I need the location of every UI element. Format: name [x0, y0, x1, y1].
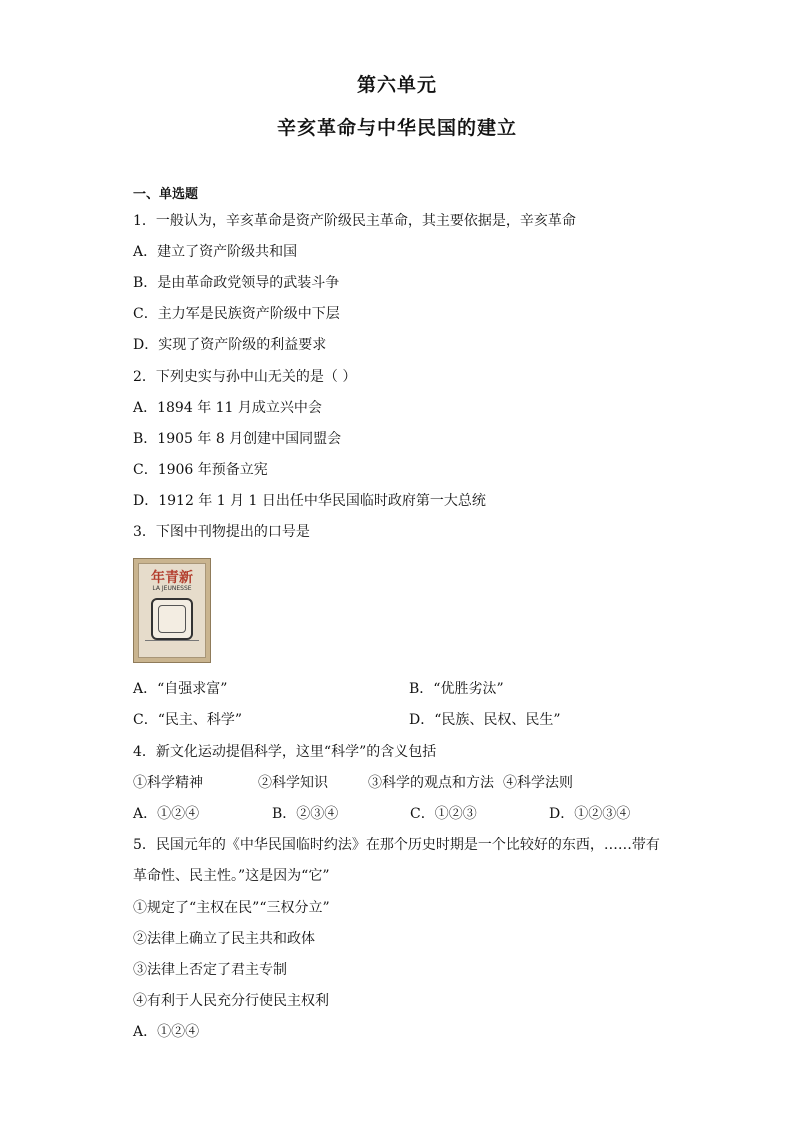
q2-option-a: A．1894 年 11 月成立兴中会	[133, 400, 322, 416]
magazine-frame	[151, 598, 193, 640]
q4-stem: 4．新文化运动提倡科学，这里“科学”的含义包括	[133, 744, 437, 760]
q5-item-4: ④有利于人民充分行使民主权利	[133, 993, 329, 1009]
q4-item-2: ②科学知识	[258, 775, 328, 791]
chapter-title: 辛亥革命与中华民国的建立	[276, 117, 517, 139]
q2-option-d: D．1912 年 1 月 1 日出任中华民国临时政府第一大总统	[133, 493, 486, 509]
q3-option-d: D．“民族、民权、民生”	[409, 712, 561, 728]
q1-stem: 1．一般认为，辛亥革命是资产阶级民主革命，其主要依据是，辛亥革命	[133, 213, 576, 229]
q4-item-4: ④科学法则	[503, 775, 573, 791]
q3-option-c: C．“民主、科学”	[133, 712, 243, 728]
q1-option-b: B．是由革命政党领导的武装斗争	[133, 275, 340, 291]
magazine-footer	[145, 640, 199, 651]
q4-option-c: C．①②③	[410, 806, 477, 822]
q2-option-c: C．1906 年预备立宪	[133, 462, 268, 478]
q4-item-3: ③科学的观点和方法	[368, 775, 494, 791]
unit-title: 第六单元	[356, 74, 437, 96]
q4-option-d: D．①②③④	[549, 806, 631, 822]
magazine-cover-image	[133, 558, 211, 663]
q5-item-3: ③法律上否定了君主专制	[133, 962, 287, 978]
q5-option-a: A．①②④	[133, 1024, 200, 1040]
q1-option-c: C．主力军是民族资产阶级中下层	[133, 306, 340, 322]
q1-option-d: D．实现了资产阶级的利益要求	[133, 337, 327, 353]
q5-item-2: ②法律上确立了民主共和政体	[133, 931, 315, 947]
q1-option-a: A．建立了资产阶级共和国	[133, 244, 298, 260]
q5-stem-line1: 5．民国元年的《中华民国临时约法》在那个历史时期是一个比较好的东西，……带有	[133, 837, 660, 853]
q5-stem-line2: 革命性、民主性。”这是因为“它”	[133, 868, 330, 884]
magazine-title: 年青新	[151, 570, 193, 586]
magazine-subtitle: LA JEUNESSE	[152, 585, 192, 592]
q4-option-a: A．①②④	[133, 806, 200, 822]
section-heading: 一、单选题	[133, 187, 199, 202]
q2-stem: 2．下列史实与孙中山无关的是（ ）	[133, 369, 357, 385]
q2-option-b: B．1905 年 8 月创建中国同盟会	[133, 431, 342, 447]
q5-item-1: ①规定了“主权在民”“三权分立”	[133, 900, 330, 916]
q3-option-a: A．“自强求富”	[133, 681, 228, 697]
q3-option-b: B．“优胜劣汰”	[409, 681, 504, 697]
q4-item-1: ①科学精神	[133, 775, 203, 791]
q4-option-b: B．②③④	[272, 806, 339, 822]
q3-stem: 3．下图中刊物提出的口号是	[133, 524, 310, 540]
